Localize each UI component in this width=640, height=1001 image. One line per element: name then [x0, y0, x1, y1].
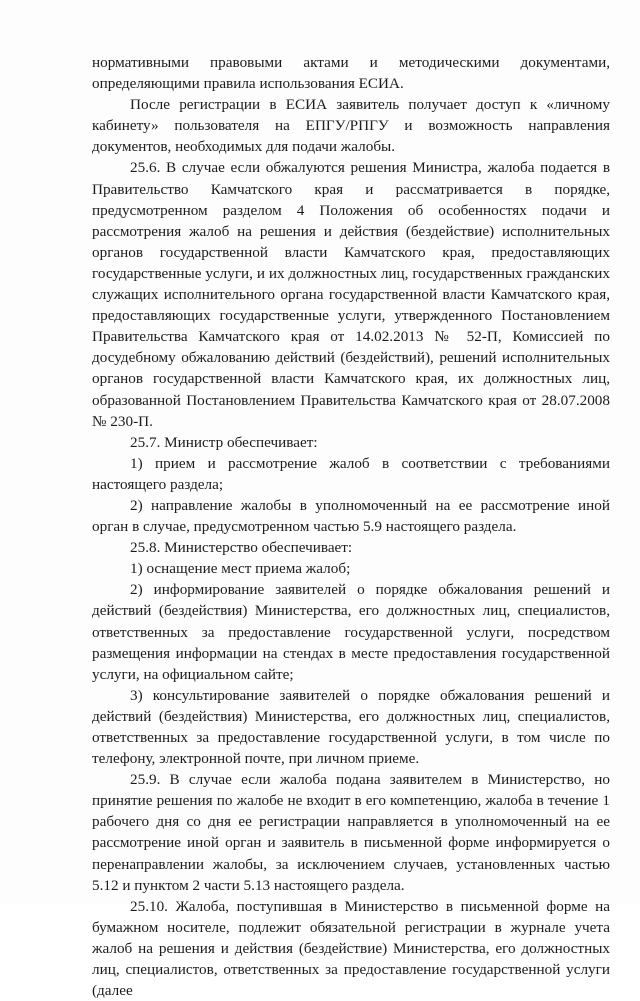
paragraph-25-9: 25.9. В случае если жалоба подана заявителем в Министерство, но принятие решения по жалобе не входит в его компетенцию, жалоба в течение 1 рабочего дня со дня ее регистрации направляется в уполномоченный на ее рассмотрение иной орган и заявитель в письменной форме информируется о перенаправлении жалобы, за исключением случаев, установленных частью 5.12 и пунктом 2 части 5.13 настоящего раздела.	[92, 771, 610, 894]
paragraph-esia-registration: После регистрации в ЕСИА заявитель получает доступ к «личному кабинету» пользователя на ЕПГУ/РПГУ и возможность направления документов, необходимых для подачи жалобы.	[92, 96, 610, 156]
paragraph-25-8-item-3: 3) консультирование заявителей о порядке обжалования решений и действий (бездействия) Министерства, его должностных лиц, специалистов, ответственных за предоставление государственной услуги, в том числе по телефону, электронной почте, при личном приеме.	[92, 686, 610, 768]
paragraph-25-6: 25.6. В случае если обжалуются решения Министра, жалоба подается в Правительство Камчатского края и рассматривается в порядке, предусмотренном разделом 4 Положения об особенностях подачи и рассмотрения жалоб на решения и действия (бездействие) исполнительных органов государственной власти Камчатского края, предоставляющих государственные услуги, и их должностных лиц, государственных гражданских служащих исполнительного органа государственной власти Камчатского края, предоставляющих государственные услуги, утвержденного Постановлением Правительства Камчатского края от 14.02.2013 № 52-П, Комиссией по досудебному обжалованию действий (бездействий), решений исполнительных органов государственной власти Камчатского края, их должностных лиц, образованной Постановлением Правительства Камчатского края от 28.07.2008 № 230-П.	[92, 159, 610, 430]
paragraph-25-8-item-1: 1) оснащение мест приема жалоб;	[130, 560, 351, 578]
paragraph-continuation: нормативными правовыми актами и методическими документами, определяющими правила использования ЕСИА.	[92, 54, 610, 93]
paragraph-25-7-item-1: 1) прием и рассмотрение жалоб в соответствии с требованиями настоящего раздела;	[92, 454, 610, 493]
paragraph-25-8-item-2: 2) информирование заявителей о порядке обжалования решений и действий (бездействия) Министерства, его должностных лиц, специалистов, ответственных за предоставление государственной услуги, посредством размещения информации на стендах в месте предоставления государственной услуги, на официальном сайте;	[92, 581, 610, 683]
paragraph-25-8: 25.8. Министерство обеспечивает:	[130, 539, 353, 557]
paragraph-25-7: 25.7. Министр обеспечивает:	[130, 433, 318, 451]
paragraph-25-7-item-2: 2) направление жалобы в уполномоченный на ее рассмотрение иной орган в случае, предусмотренном частью 5.9 настоящего раздела.	[92, 496, 610, 536]
paragraph-25-10: 25.10. Жалоба, поступившая в Министерство в письменной форме на бумажном носителе, подлежит обязательной регистрации в журнале учета жалоб на решения и действия (бездействие) Министерства, его должностных лиц, специалистов, ответственных за предоставление государственной услуги (далее	[92, 897, 610, 1000]
document-body	[92, 52, 610, 1001]
